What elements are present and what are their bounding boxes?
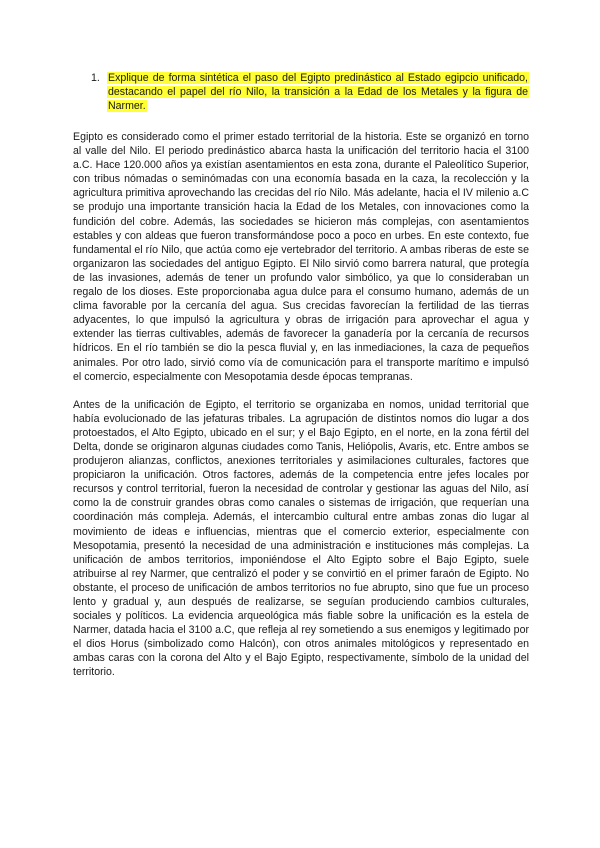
answer-paragraph-1: Egipto es considerado como el primer estado territorial de la historia. Este se organizó en torno al valle del Nilo. El periodo predinástico abarca hasta la unificación del territorio hacia el 3100 a.C. Hace 120.000 años ya existían asentamientos en esta zona, durante el Paleolítico Superior, con tribus nómadas o seminómadas con una economía basada en la caza, la recolección y la agricultura primitiva aprovechando las crecidas del río Nilo. Más adelante, hacia el IV milenio a.C se produjo una importante transición hacia la Edad de los Metales, con innovaciones como la fundición del cobre. Además, las sociedades se hicieron más complejas, con asentamientos estables y con aldeas que fueron transformándose poco a poco en urbes. En este contexto, fue fundamental el río Nilo, que actúa como eje vertebrador del territorio. A ambas riberas de este se organizaron las sociedades del antiguo Egipto. El Nilo sirvió como barrera natural, que protegía de las invasiones, además de tener un profundo valor simbólico, ya que lo consideraban un regalo de los dioses. Este proporcionaba agua dulce para el consumo humano, además de un clima favorable por la cercanía del agua. Sus crecidas favorecían la fertilidad de las tierras adyacentes, lo que impulsó la agricultura y obras de irrigación para aprovechar el agua y extender las tierras cultivables, además de favorecer la ganadería por la cercanía de recursos hídricos. En el río también se dio la pesca fluvial y, en las inmediaciones, la caza de pequeños animales. Por otro lado, sirvió como vía de comunicación para el transporte marítimo e impulsó el comercio, especialmente con Mesopotamia desde épocas tempranas. [73, 131, 529, 383]
question-text-block [107, 71, 529, 113]
question-text: Explique de forma sintética el paso del Egipto predinástico al Estado egipcio unificado, destacando el papel del río Nilo, la transición a la Edad de los Metales y la figura de Narmer. [108, 72, 528, 112]
question-item [91, 71, 529, 113]
answer-paragraph-2: Antes de la unificación de Egipto, el territorio se organizaba en nomos, unidad territorial que había evolucionado de las jefaturas tribales. La agrupación de distintos nomos dio lugar a dos protoestados, el Alto Egipto, ubicado en el sur; y el Bajo Egipto, en el norte, en la zona fértil del Delta, donde se originaron algunas ciudades como Tanis, Heliópolis, Avaris, etc. Entre ambos se produjeron alianzas, conflictos, anexiones territoriales y asimilaciones culturales, factores que propiciaron la unificación. Otros factores, además de la competencia entre jefes locales por recursos y control territorial, fueron la necesidad de controlar y gestionar las aguas del Nilo, así como la de construir grandes obras como canales o sistemas de irrigación, que requerían una coordinación más compleja. Además, el intercambio cultural entre ambas zonas dio lugar al movimiento de ideas e influencias, mientras que el comercio exterior, especialmente con Mesopotamia, presentó la necesidad de una administración e instituciones más complejas. La unificación de ambos territorios, imponiéndose el Alto Egipto sobre el Bajo Egipto, suele atribuirse al rey Narmer, que centralizó el poder y se convirtió en el primer faraón de Egipto. No obstante, el proceso de unificación de ambos territorios no fue abrupto, sino que fue un proceso lento y gradual y, aun después de realizarse, se seguían produciendo cambios culturales, sociales y políticos. La evidencia arqueológica más fiable sobre la unificación es la estela de Narmer, datada hacia el 3100 a.C, que refleja al rey sometiendo a sus enemigos y legitimado por el dios Horus (simbolizado como Halcón), con otros animales mitológicos y representado en ambas caras con la corona del Alto y el Bajo Egipto, respectivamente, símbolo de la unidad del territorio. [73, 398, 529, 679]
answer-body [73, 130, 529, 694]
question-number: 1. [91, 72, 100, 84]
